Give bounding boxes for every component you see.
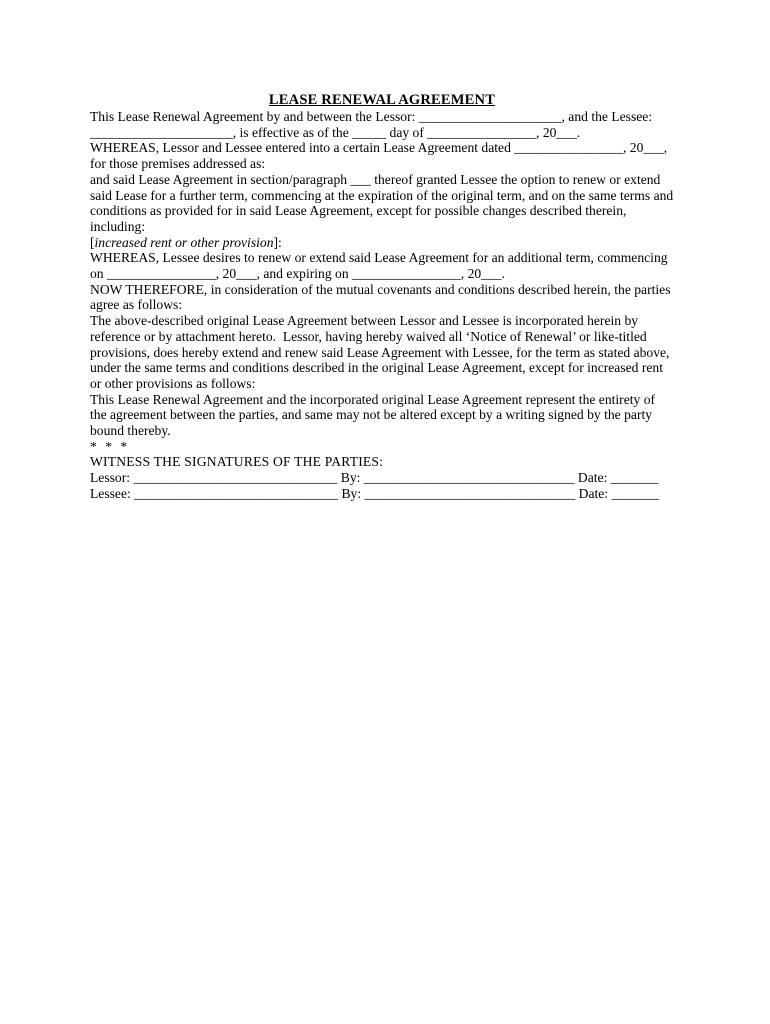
lessee-date-blank: _______ [611, 485, 660, 501]
lessee-by-blank: _______________________________ [364, 485, 576, 501]
lessee-date-label: Date: [578, 485, 609, 501]
signature-row-lessor [90, 470, 674, 486]
paragraph-incorporation: The above-described original Lease Agreement between Lessor and Lessee is incorporated herein by reference or by attachment hereto. Lessor, having hereby waived all ‘Notice of Renewal’ or like-titled provisions, does hereby extend and renew said Lease Agreement with Lessee, for the term as stated above, under the same terms and conditions described in the original Lease Agreement, except for increased rent or other provisions as follows: [90, 313, 670, 391]
witness-signatures-heading: WITNESS THE SIGNATURES OF THE PARTIES: [90, 454, 384, 470]
lessee-name-blank: ______________________________ [134, 485, 339, 501]
paragraph-renewal-option: and said Lease Agreement in section/paragraph ___ thereof granted Lessee the option to renew or extend said Lease for a further term, commencing at the expiration of the original term, and on the same terms and conditions as provided for in said Lease Agreement, except for possible changes described therein, [90, 171, 674, 219]
provision-bracket-open: [ [90, 234, 95, 250]
paragraph-now-therefore: NOW THEREFORE, in consideration of the mutual covenants and conditions described herein, the parties agree as follows: [90, 281, 671, 313]
paragraph-whereas-additional-term: WHEREAS, Lessee desires to renew or extend said Lease Agreement for an additional term, commencing on ________________, 20___, and expiring on ________________, 20___. [90, 250, 668, 282]
lessor-date-blank: _______ [610, 470, 659, 486]
lessor-date-label: Date: [577, 470, 608, 486]
paragraph-whereas-lease-dated: WHEREAS, Lessor and Lessee entered into a certain Lease Agreement dated ________________, 20___, for those premises addressed as: [90, 140, 668, 172]
lessor-by-blank: _______________________________ [363, 470, 575, 486]
provision-italic-text: increased rent or other provision [94, 234, 274, 250]
paragraph-intro: This Lease Renewal Agreement by and between the Lessor: _____________________, and the Lessee: _____________________, is effective as of the _____ day of ________________, 20___. [90, 109, 653, 140]
signature-row-lessee [90, 486, 674, 502]
paragraph-including-line: including: [90, 218, 146, 234]
lessor-by-label: By: [340, 470, 361, 486]
lessee-by-label: By: [341, 485, 362, 501]
provision-bracket-close: ]: [273, 234, 282, 250]
asterisk-separator: * * * [90, 438, 128, 454]
lessor-name-blank: ______________________________ [133, 470, 338, 486]
document-title [90, 92, 674, 109]
document-title-text: LEASE RENEWAL AGREEMENT [268, 92, 496, 108]
lessor-label: Lessor: [90, 470, 131, 486]
paragraph-provision-note [90, 235, 674, 251]
lessee-label: Lessee: [90, 485, 131, 501]
paragraph-entirety: This Lease Renewal Agreement and the incorporated original Lease Agreement represent the entirety of the agreement between the parties, and same may not be altered except by a writing signed by the party bound thereby. [90, 391, 656, 439]
